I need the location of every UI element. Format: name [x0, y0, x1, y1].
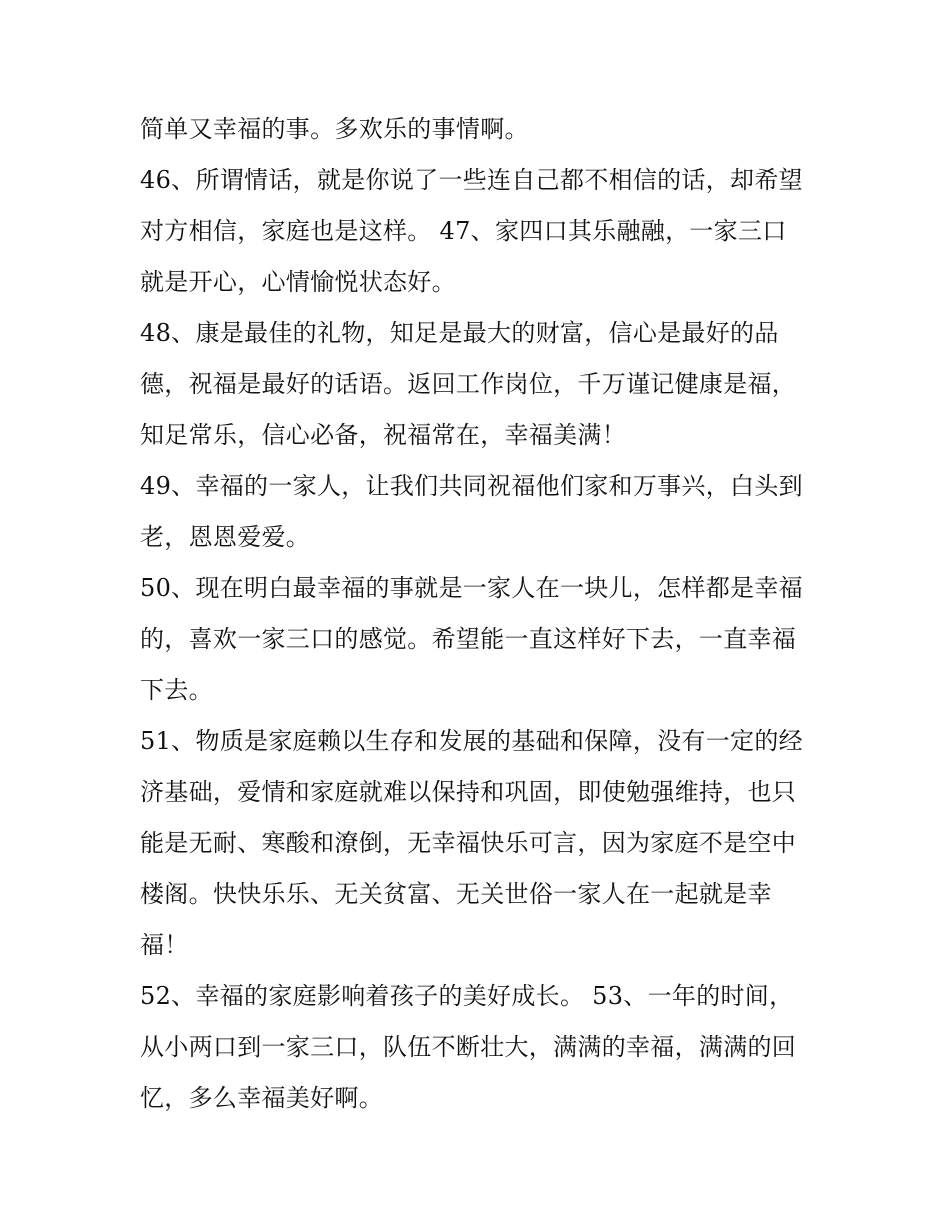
text-line: 从小两口到一家三口，队伍不断壮大，满满的幸福，满满的回 [140, 1033, 797, 1061]
text-line: 济基础，爱情和家庭就难以保持和巩固，即使勉强维持，也只 [140, 778, 797, 806]
text-line: 德，祝福是最好的话语。返回工作岗位，千万谨记健康是福， [140, 370, 797, 398]
text-line: 52、幸福的家庭影响着孩子的美好成长。 53、一年的时间， [140, 982, 794, 1010]
text-line: 48、康是最佳的礼物，知足是最大的财富，信心是最好的品 [140, 319, 779, 347]
text-line: 福！ [140, 931, 189, 959]
text-line: 老，恩恩爱爱。 [140, 523, 311, 551]
text-line: 49、幸福的一家人，让我们共同祝福他们家和万事兴，白头到 [140, 472, 803, 500]
document-body [140, 104, 820, 1124]
text-line: 的，喜欢一家三口的感觉。希望能一直这样好下去，一直幸福 [140, 625, 797, 653]
text-line: 能是无耐、寒酸和潦倒，无幸福快乐可言，因为家庭不是空中 [140, 829, 797, 857]
text-line: 知足常乐，信心必备，祝福常在，幸福美满！ [140, 421, 626, 449]
text-line: 下去。 [140, 676, 213, 704]
text-line: 51、物质是家庭赖以生存和发展的基础和保障，没有一定的经 [140, 727, 803, 755]
text-line: 就是开心，心情愉悦状态好。 [140, 268, 456, 296]
text-line: 简单又幸福的事。多欢乐的事情啊。 [140, 115, 529, 143]
text-line: 忆，多么幸福美好啊。 [140, 1084, 383, 1112]
text-line: 对方相信，家庭也是这样。 47、家四口其乐融融，一家三口 [140, 217, 787, 245]
text-line: 50、现在明白最幸福的事就是一家人在一块儿，怎样都是幸福 [140, 574, 803, 602]
text-line: 46、所谓情话，就是你说了一些连自己都不相信的话，却希望 [140, 166, 803, 194]
text-line: 楼阁。快快乐乐、无关贫富、无关世俗一家人在一起就是幸 [140, 880, 772, 908]
